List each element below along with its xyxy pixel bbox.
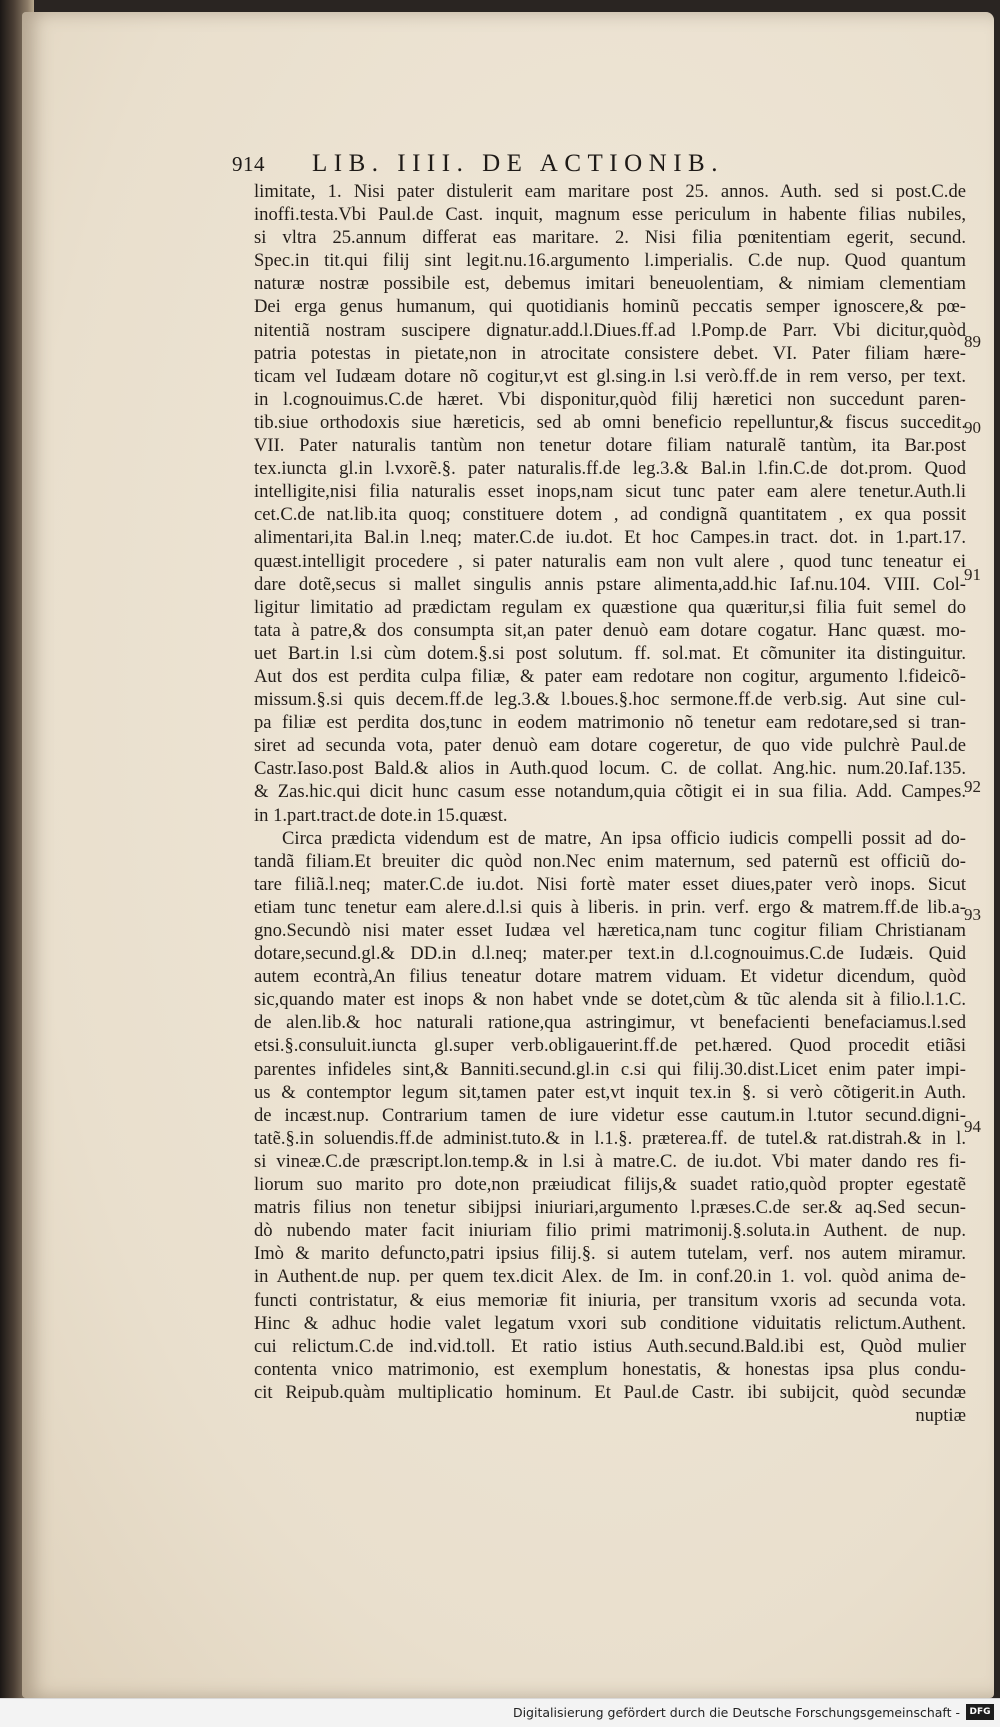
text-line: VII. Pater naturalis tantùm non tenetur dotare filiam naturalẽ tantùm, ita Bar.post	[254, 435, 966, 457]
text-line: tata à patre,& dos consumpta sit,an pater denuò eam dotare cogatur. Hanc quæst. mo-	[254, 619, 966, 641]
funding-credit: Digitalisierung gefördert durch die Deutsche Forschungsgemeinschaft -	[512, 1705, 960, 1720]
text-line: us & contemptor legum sit,tamen pater est,vt inquit tex.in §. si verò cõtigerit.in Auth.	[254, 1081, 966, 1103]
text-line: ticam vel Iudæam dotare nõ cogitur,vt est gl.sing.in l.si verò.ff.de in rem verso, per text.	[254, 365, 966, 387]
text-line: dare dotẽ,secus si mallet singulis annis pstare alimenta,add.hic Iaf.nu.104. VIII. Col-	[254, 573, 966, 595]
margin-number: 93	[964, 905, 981, 924]
dfg-logo: DFG	[966, 1704, 994, 1720]
text-line: in Authent.de nup. per quem tex.dicit Alex. de Im. in conf.20.in 1. vol. quòd anima de-	[254, 1266, 966, 1288]
text-line: cet.C.de nat.lib.ita quoq; constituere dotem , ad condignã quantitatem , ex qua possit	[254, 504, 966, 526]
text-line: naturæ nostræ possibile est, debemus imitari beneuolentiam, & nimiam clementiam	[254, 273, 966, 295]
text-line: limitate, 1. Nisi pater distulerit eam maritare post 25. annos. Auth. sed si post.C.de	[254, 181, 966, 202]
text-line: nuptiæ	[915, 1404, 966, 1426]
text-line: cit Reipub.quàm multiplicatio hominum. Et Paul.de Castr. ibi subijcit, quòd secundæ	[254, 1381, 966, 1403]
text-line: uet Bart.in l.si cùm dotem.§.si post solutum. ff. sol.mat. Et cõmuniter ita distinguitur.	[254, 642, 966, 664]
text-line: parentes infideles sint,& Banniti.secund.gl.in c.si qui filij.30.dist.Licet enim pater impi-	[254, 1058, 966, 1080]
footer-bar	[0, 1698, 1000, 1727]
text-line: gno.Secundò nisi mater esset Iudæa vel hæretica,nam tunc cogitur filiam Christianam	[254, 920, 966, 941]
margin-number: 91	[964, 565, 981, 584]
text-line: pa filiæ est perdita dos,tunc in eodem matrimonio nõ tenetur eam redotare,sed si tran-	[254, 712, 966, 734]
text-line: dotare,secund.gl.& DD.in d.l.neq; mater.per text.in d.l.cognouimus.C.de Iudæis. Quid	[254, 943, 966, 965]
text-line: autem econtrà,An filius teneatur dotare matrem viduam. Et videtur dicendum, quòd	[254, 966, 966, 988]
text-line: functi contristatur, & eius memoriæ fit iniuria, per transitum vxoris ad secunda vota.	[254, 1289, 966, 1311]
text-line: cui relictum.C.de ind.vid.toll. Et ratio istius Auth.secund.Bald.ibi est, Quòd mulier	[254, 1335, 966, 1357]
running-head: LIB. IIII. DE ACTIONIB.	[312, 150, 724, 177]
text-line: si vineæ.C.de præscript.lon.temp.& in l.si à matre.C. de iu.dot. Vbi mater dando res fi-	[254, 1150, 966, 1172]
text-line: tare filiã.l.neq; mater.C.de iu.dot. Nisi fortè mater esset diues,pater verò inops. Sicut	[254, 873, 966, 895]
text-line: intelligite,nisi filia naturalis esset inops,nam sicut tunc pater eam alere tenetur.Auth.li	[254, 481, 966, 503]
text-line: etsi.§.consuluit.iuncta gl.super verb.obligauerint.ff.de pet.hæred. Quod procedit etiãsi	[254, 1035, 966, 1057]
text-line: si vltra 25.annum differat eas maritare. 2. Nisi filia pœnitentiam egerit, secund.	[254, 227, 966, 249]
text-line: sic,quando mater est inops & non habet vnde se dotet,cùm & tũc alenda sit à filio.l.1.C.	[254, 989, 966, 1011]
margin-number: 92	[964, 777, 981, 796]
text-line: contenta vnico matrimonio, est exemplum honestatis, & honestas ipsa plus condu-	[254, 1358, 966, 1380]
text-line: alimentari,ita Bal.in l.neq; mater.C.de iu.dot. Et hoc Campes.in tract. dot. in 1.part.17.	[254, 527, 966, 549]
margin-number: 94	[964, 1117, 981, 1136]
margin-number: 89	[964, 332, 981, 351]
text-line: tatẽ.§.in soluendis.ff.de administ.tuto.& in l.1.§. præterea.ff. de tutel.& rat.distrah.& in l.	[254, 1127, 966, 1149]
text-line: in l.cognouimus.C.de hæret. Vbi disponitur,quòd filij hæretici non succedunt paren-	[254, 388, 966, 410]
text-line: missum.§.si quis decem.ff.de leg.3.& l.boues.§.hoc sermone.ff.de verb.sig. Aut sine cul-	[254, 689, 966, 711]
text-line: Imò & marito defuncto,patri ipsius filij.§. si autem tutelam, verf. nos autem miramur.	[254, 1243, 966, 1265]
text-line: de incæst.nup. Contrarium tamen de iure videtur esse cautum.in l.tutor secund.digni-	[254, 1104, 966, 1126]
text-line: Spec.in tit.qui filij sint legit.nu.16.argumento l.imperialis. C.de nup. Quod quantum	[254, 250, 966, 272]
body-text	[254, 180, 966, 1427]
text-line: liorum suo marito pro dote,non præiudicat filijs,& suadet ratio,quòd propter egestatẽ	[254, 1174, 966, 1196]
text-line: siret ad secunda vota, pater denuò eam dotare cogeretur, de quo vide pulchrè Paul.de	[254, 735, 966, 757]
text-line: matris filius non tenetur sibijpsi iniuriari,argumento l.præses.C.de ser.& aq.Sed secun-	[254, 1197, 966, 1219]
text-line: etiam tunc tenetur eam alere.d.l.si quis à liberis. in prin. verf. ergo & matrem.ff.de lib.a-	[254, 896, 966, 918]
page-header	[232, 150, 832, 182]
text-line: Castr.Iaso.post Bald.& alios in Auth.quod locum. C. de collat. Ang.hic. num.20.Iaf.135.	[254, 758, 966, 780]
text-line: tex.iuncta gl.in l.vxorẽ.§. pater naturalis.ff.de leg.3.& Bal.in l.fin.C.de dot.prom. Quod	[254, 458, 966, 480]
text-line: Aut dos est perdita culpa filiæ, & pater eam redotare non cogitur, argumento l.fideicõ-	[254, 665, 966, 687]
text-line: Dei erga genus humanum, qui quotidianis hominũ peccatis semper ignoscere,& pœ-	[254, 296, 966, 318]
text-line: Hinc & adhuc hodie valet legatum vxori sub conditione viduitatis relictum.Authent.	[254, 1312, 966, 1334]
margin-number: 90	[964, 418, 981, 437]
text-line: ligitur limitatio ad prædictam regulam ex quæstione qua quæritur,si filia fuit semel do	[254, 596, 966, 618]
text-line: tandã filiam.Et breuiter dic quòd non.Nec enim maternum, sed paternũ est officiũ do-	[254, 850, 966, 872]
text-line: dò nubendo mater facit iniuriam filio primi matrimonij.§.soluta.in Authent. de nup.	[254, 1220, 966, 1242]
text-line: in 1.part.tract.de dote.in 15.quæst.	[254, 804, 508, 826]
text-line: & Zas.hic.qui dicit hunc casum esse notandum,quia cõtigit ei in sua filia. Add. Campes.	[254, 781, 966, 803]
text-line: quæst.intelligit procedere , si pater naturalis eam non vult alere , quod tunc teneatur ei	[254, 550, 966, 572]
text-line: nitentiã nostram suscipere dignatur.add.l.Diues.ff.ad l.Pomp.de Parr. Vbi dicitur,quòd	[254, 319, 966, 341]
text-line: inoffi.testa.Vbi Paul.de Cast. inquit, magnum esse periculum in habente filias nubiles,	[254, 204, 966, 226]
text-line: Circa prædicta videndum est de matre, An ipsa officio iudicis compelli possit ad do-	[282, 827, 966, 849]
text-line: tib.siue orthodoxis siue hæreticis, sed ab omni beneficio repelluntur,& fiscus succedit.	[254, 411, 966, 433]
page-number: 914	[232, 152, 265, 176]
text-line: de alen.lib.& hoc naturali ratione,qua astringimur, vt benefacienti benefaciamus.l.sed	[254, 1012, 966, 1034]
text-line: patria potestas in pietate,non in atrocitate consistere debet. VI. Pater filiam hære-	[254, 342, 966, 364]
